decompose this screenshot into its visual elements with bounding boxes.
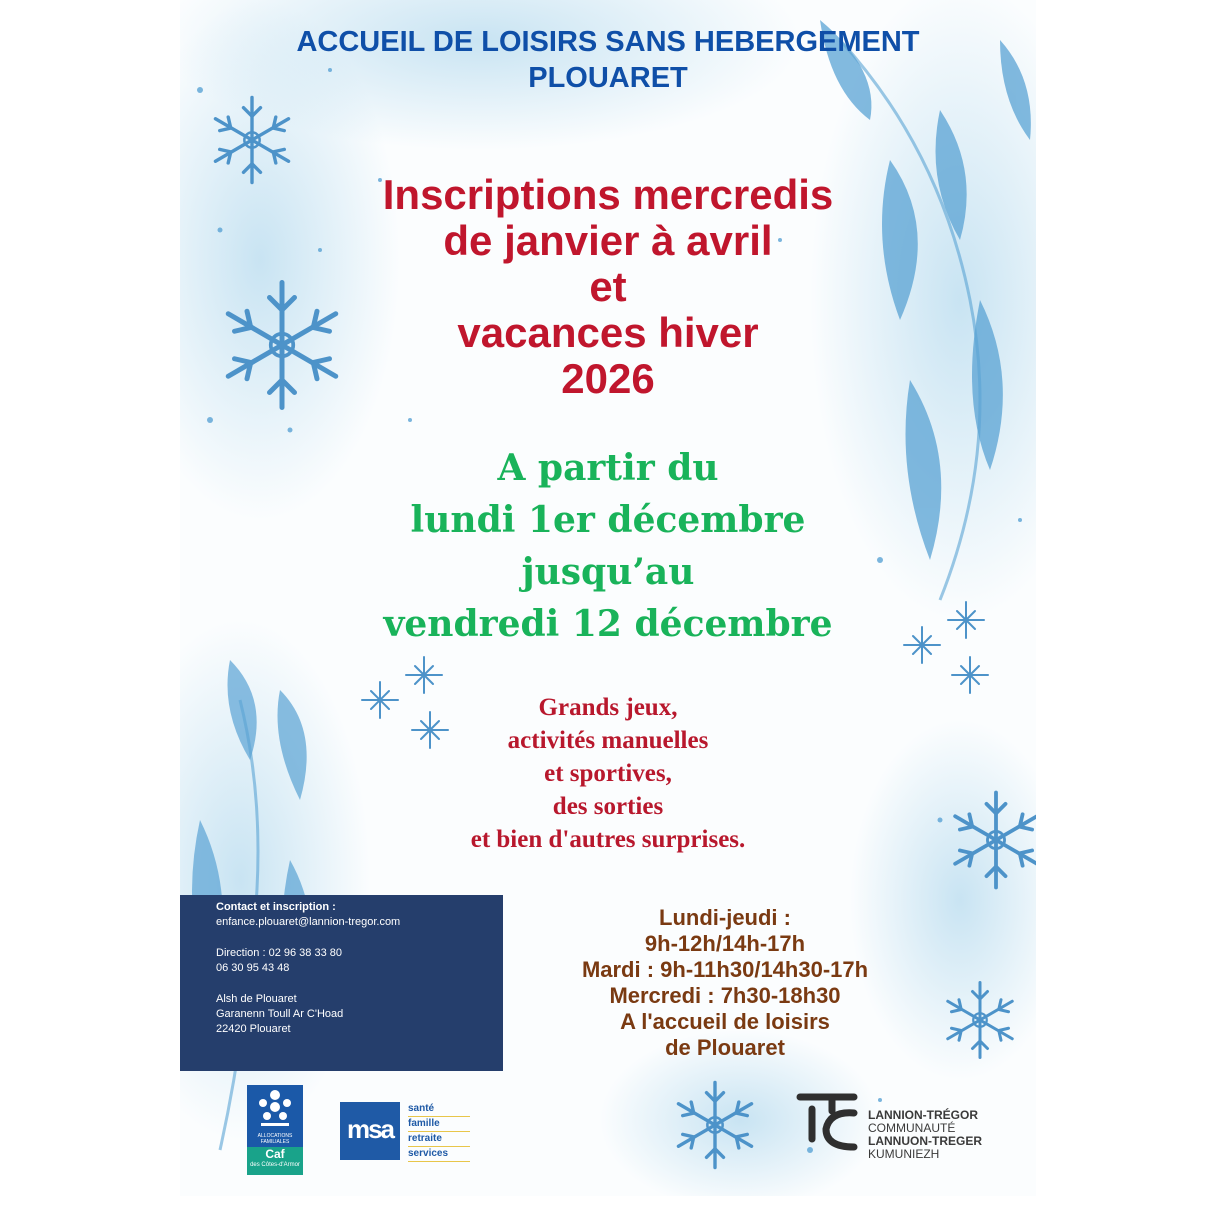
inscriptions-line-4: vacances hiver [457,309,759,356]
contact-address-2: Garanenn Toull Ar C'Hoad [216,1008,344,1020]
contact-box [180,895,503,1071]
caf-name-text: Caf [265,1147,285,1161]
dates-block [180,442,1036,650]
hours-line-3: Mardi : 9h-11h30/14h30-17h [581,957,869,982]
contact-phone-1: Direction : 02 96 38 33 80 [216,947,342,959]
opening-hours [525,905,925,1061]
hours-line-4: Mercredi : 7h30-18h30 [609,983,841,1008]
activities-line-4: des sorties [552,793,664,820]
sparkle-icon [406,657,442,693]
inscriptions-line-3: et [589,263,627,310]
dates-line-2: lundi 1er décembre [410,499,806,541]
activities-block [180,691,1036,856]
dates-line-1: A partir du [497,447,719,489]
lt-line-2: COMMUNAUTÉ [868,1121,956,1135]
inscriptions-line-5: 2026 [561,355,655,402]
contact-email[interactable]: enfance.plouaret@lannion-tregor.com [216,916,401,928]
dates-line-4: vendredi 12 décembre [383,603,833,645]
hours-line-5: A l'accueil de loisirs [620,1009,830,1034]
hours-line-1: Lundi-jeudi : [659,905,791,930]
caf-name [247,1147,303,1175]
header-line-1: ACCUEIL DE LOISIRS SANS HEBERGEMENT [296,26,920,58]
msa-logo [340,1102,470,1160]
lannion-tregor-logo [792,1085,1032,1165]
caf-small-text: ALLOCATIONS FAMILIALES [257,1133,293,1145]
msa-word-2: famille [408,1117,470,1132]
hours-line-2: 9h-12h/14h-17h [644,931,806,956]
header-title [180,24,1036,96]
caf-emblem-icon [247,1085,303,1133]
activities-line-3: et sportives, [544,760,672,787]
msa-letters: msa [346,1114,394,1144]
inscriptions-title [180,172,1036,402]
poster [180,0,1036,1196]
msa-mark [340,1102,400,1160]
dates-line-3: jusqu’au [521,551,695,593]
msa-words [408,1102,470,1162]
lt-line-3: LANNUON-TREGER [868,1134,982,1148]
contact-address-1: Alsh de Plouaret [216,993,297,1005]
msa-word-1: santé [408,1102,470,1117]
msa-word-3: retraite [408,1132,470,1147]
caf-logo [247,1085,303,1175]
lt-line-1: LANNION-TRÉGOR [868,1108,978,1122]
activities-line-5: et bien d'autres surprises. [470,826,746,853]
lannion-tregor-text [868,1109,982,1161]
sparkle-icon [952,657,988,693]
inscriptions-line-2: de janvier à avril [443,217,773,264]
activities-line-2: activités manuelles [507,727,709,754]
lannion-tregor-emblem-icon [792,1089,862,1155]
hours-line-6: de Plouaret [665,1035,785,1060]
caf-sub-text: des Côtes-d'Armor [250,1162,300,1168]
contact-phone-2: 06 30 95 43 48 [216,962,290,974]
msa-word-4: services [408,1147,470,1162]
activities-line-1: Grands jeux, [538,694,678,721]
contact-address-3: 22420 Plouaret [216,1023,291,1035]
lt-line-4: KUMUNIEZH [868,1147,940,1161]
contact-title: Contact et inscription : [216,901,336,913]
header-line-2: PLOUARET [528,62,688,94]
inscriptions-line-1: Inscriptions mercredis [382,171,834,218]
